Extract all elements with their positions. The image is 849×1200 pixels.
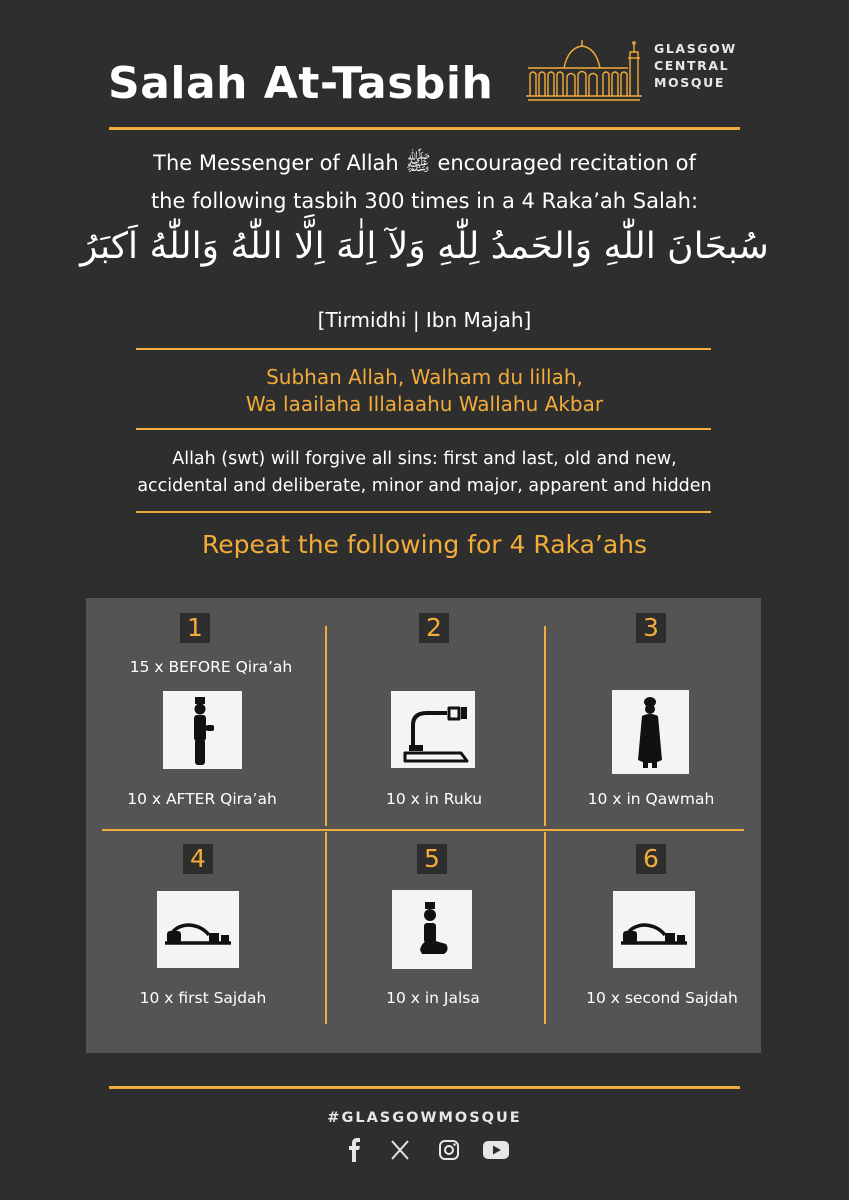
forgiveness-line-1: Allah (swt) will forgive all sins: first and last, old and new, [172, 449, 677, 469]
header-divider [109, 127, 740, 130]
grid-divider-h [102, 829, 744, 831]
step-caption: 10 x in Qawmah [587, 790, 715, 808]
logo-line-1: GLASGOW [654, 41, 737, 56]
step-number: 6 [636, 844, 666, 874]
divider-3 [136, 511, 711, 513]
step-caption: 10 x first Sajdah [139, 989, 267, 1007]
step-top-caption: 15 x BEFORE Qira’ah [129, 658, 293, 676]
step-number: 3 [636, 613, 666, 643]
grid-divider-v4 [544, 832, 546, 1024]
step-number: 5 [417, 844, 447, 874]
transliteration [60, 364, 789, 418]
logo-wordmark [654, 40, 754, 91]
logo-line-3: MOSQUE [654, 75, 725, 90]
instagram-icon[interactable] [436, 1138, 462, 1162]
transliteration-line-1: Subhan Allah, Walham du lillah, [266, 365, 583, 389]
ruku-icon [391, 691, 475, 768]
intro-line-2: the following tasbih 300 times in a 4 Raka’ah Salah: [150, 189, 699, 213]
sajdah-icon [157, 891, 239, 968]
step-caption: 10 x AFTER Qira’ah [127, 790, 277, 808]
divider-2 [136, 428, 711, 430]
jalsa-icon [392, 890, 472, 969]
page-title: Salah At-Tasbih [108, 58, 494, 109]
transliteration-line-2: Wa laailaha Illalaahu Wallahu Akbar [245, 392, 604, 416]
logo-line-2: CENTRAL [654, 58, 730, 73]
intro-text [60, 144, 789, 220]
sajdah-icon [613, 891, 695, 968]
forgiveness-line-2: accidental and deliberate, minor and major, apparent and hidden [137, 476, 712, 496]
standing-icon [163, 691, 242, 769]
forgiveness-text [60, 446, 789, 500]
youtube-icon[interactable] [482, 1138, 510, 1162]
arabic-tasbih: سُبحَانَ اللّٰهِ وَالحَمدُ لِلّٰهِ وَلآ اِلٰهَ اِلَّا اللّٰهُ وَاللّٰهُ اَكبَرُ [80, 226, 769, 267]
step-caption: 10 x in Jalsa [386, 989, 480, 1007]
intro-line-1: The Messenger of Allah ﷺ encouraged recitation of [153, 151, 696, 175]
divider-1 [136, 348, 711, 350]
steps-panel [86, 598, 761, 1053]
repeat-heading: Repeat the following for 4 Raka’ahs [201, 530, 648, 559]
qawmah-icon [612, 690, 689, 774]
hashtag: #GLASGOWMOSQUE [327, 1110, 522, 1126]
footer-divider [109, 1086, 740, 1089]
step-number: 4 [183, 844, 213, 874]
x-icon[interactable] [387, 1138, 413, 1162]
step-number: 2 [419, 613, 449, 643]
step-caption: 10 x in Ruku [385, 790, 483, 808]
facebook-icon[interactable] [342, 1138, 368, 1162]
step-number: 1 [180, 613, 210, 643]
step-caption: 10 x second Sajdah [586, 989, 738, 1007]
hadith-source: [Tirmidhi | Ibn Majah] [317, 308, 532, 332]
